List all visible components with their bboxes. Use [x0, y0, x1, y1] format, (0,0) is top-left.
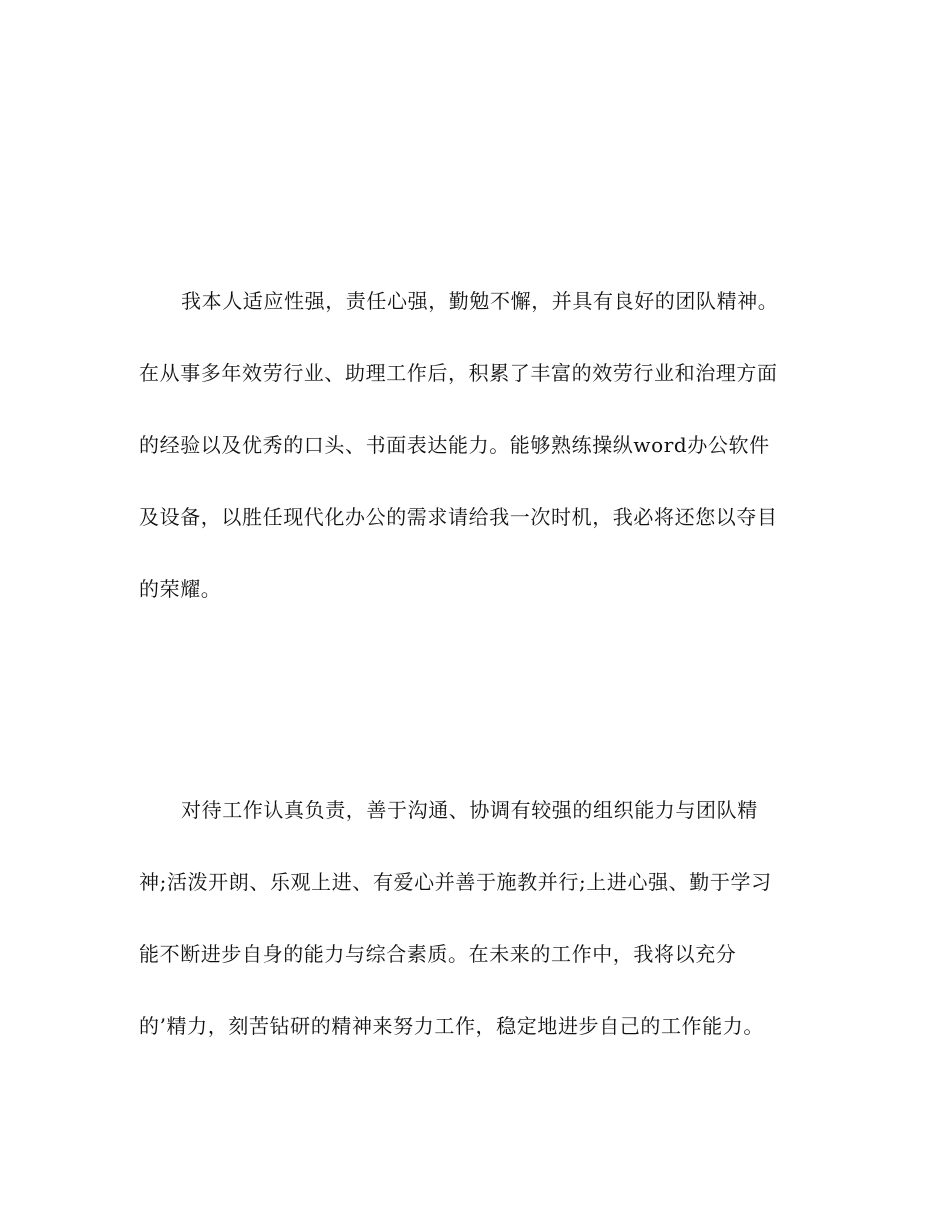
- paragraph-line: 的经验以及优秀的口头、书面表达能力。能够熟练操纵word办公软件: [139, 433, 770, 457]
- paragraph-line: 我本人适应性强，责任心强，勤勉不懈，并具有良好的团队精神。: [181, 289, 779, 313]
- paragraph-line: 的’精力，刻苦钻研的精神来努力工作，稳定地进步自己的工作能力。: [139, 1014, 764, 1038]
- paragraph-line: 对待工作认真负责，善于沟通、协调有较强的组织能力与团队精: [181, 798, 758, 822]
- paragraph-line: 神;活泼开朗、乐观上进、有爱心并善于施教并行;上进心强、勤于学习: [139, 870, 772, 894]
- paragraph-work-attitude: [139, 795, 829, 1083]
- paragraph-line: 能不断进步自身的能力与综合素质。在未来的工作中，我将以充分: [139, 942, 737, 966]
- paragraph-line: 及设备，以胜任现代化办公的需求请给我一次时机，我必将还您以夺目: [139, 505, 778, 529]
- paragraph-line: 的荣耀。: [139, 577, 222, 601]
- paragraph-line: 在从事多年效劳行业、助理工作后，积累了丰富的效劳行业和治理方面: [139, 361, 778, 385]
- paragraph-self-evaluation: [139, 286, 829, 646]
